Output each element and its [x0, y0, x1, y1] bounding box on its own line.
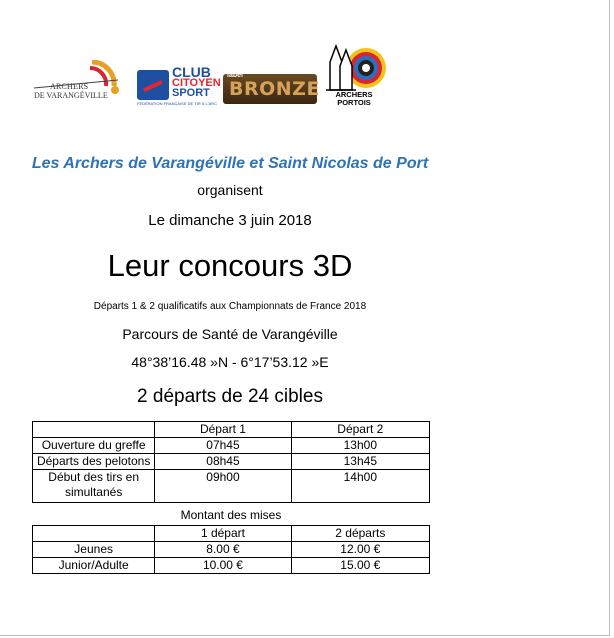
cell-value: 13h00	[291, 438, 429, 454]
cell-value: 8.00 €	[155, 542, 291, 558]
row-label: Junior/Adulte	[33, 558, 155, 574]
cell-value: 15.00 €	[291, 558, 429, 574]
table-corner-cell	[33, 526, 155, 542]
coordinates-text: 48°38’16.48 »N - 6°17’53.12 »E	[131, 354, 329, 370]
table-header-row	[33, 422, 430, 438]
cell-value: 13h45	[291, 454, 429, 470]
club-text-federation: FÉDÉRATION FRANÇAISE DE TIR À L'ARC	[137, 101, 217, 106]
label-bronze-logo	[223, 72, 320, 108]
table-row	[33, 542, 430, 558]
portois-label	[324, 91, 384, 107]
table-row	[33, 454, 430, 470]
departs-summary: 2 départs de 24 cibles	[137, 386, 323, 407]
fees-caption: Montant des mises	[180, 508, 282, 522]
page-title: Leur concours 3D	[107, 248, 353, 283]
event-date: Le dimanche 3 juin 2018	[148, 212, 312, 229]
table-header-row	[33, 526, 430, 542]
column-header-one-depart: 1 départ	[155, 526, 291, 542]
table-corner-cell	[33, 422, 155, 438]
club-citoyen-sport-logo	[137, 66, 223, 112]
logo-text-varangeville: DE VARANGÉVILLE	[34, 91, 108, 100]
club-text-sport: SPORT	[172, 87, 210, 99]
row-label: Ouverture du greffe	[33, 438, 155, 454]
qualification-note: Départs 1 & 2 qualificatifs aux Championnats de France 2018	[93, 301, 367, 312]
organizers-heading: Les Archers de Varangéville et Saint Nicolas de Port	[31, 155, 429, 172]
location-text: Parcours de Santé de Varangéville	[122, 326, 338, 342]
bronze-text: BRONZE	[229, 78, 320, 100]
row-label: Début des tirs en simultanés	[33, 470, 155, 503]
column-header-depart2: Départ 2	[291, 422, 429, 438]
cell-value: 09h00	[155, 470, 291, 503]
fees-table	[32, 525, 430, 574]
organisent-text: organisent	[197, 182, 263, 198]
church-target-icon	[320, 42, 390, 92]
club-text-citoyen: CITOYEN	[172, 77, 221, 89]
portois-line1: ARCHERS	[335, 90, 373, 99]
cell-value: 10.00 €	[155, 558, 291, 574]
table-row	[33, 470, 430, 503]
column-header-depart1: Départ 1	[155, 422, 291, 438]
sponsor-logos	[30, 42, 410, 112]
table-row	[33, 558, 430, 574]
row-label: Départs des pelotons	[33, 454, 155, 470]
logo-text-archers: ARCHERS	[50, 82, 89, 91]
club-text-club: CLUB	[172, 64, 211, 80]
archers-varangeville-logo	[30, 60, 128, 106]
cell-value: 14h00	[291, 470, 429, 503]
bronze-prefix: label	[227, 72, 243, 79]
schedule-table	[32, 421, 430, 503]
column-header-two-departs: 2 départs	[291, 526, 429, 542]
row-label: Jeunes	[33, 542, 155, 558]
cell-value: 08h45	[155, 454, 291, 470]
portois-line2: PORTOIS	[337, 98, 371, 107]
table-row	[33, 438, 430, 454]
club-flag-icon	[137, 70, 169, 100]
archers-portois-logo	[320, 42, 390, 112]
cell-value: 07h45	[155, 438, 291, 454]
cell-value: 12.00 €	[291, 542, 429, 558]
